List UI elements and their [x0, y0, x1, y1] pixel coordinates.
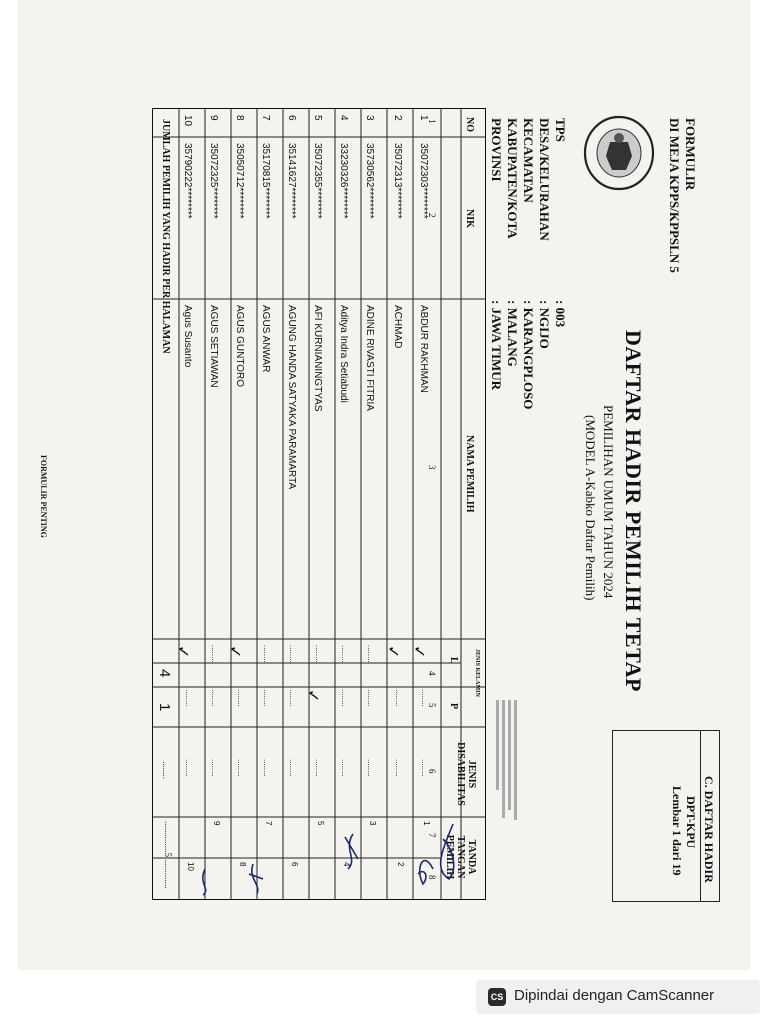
camscanner-text: Dipindai dengan CamScanner: [514, 987, 715, 1004]
row-9-disabilitas: ........: [210, 759, 219, 777]
row-2-no: 2: [392, 115, 403, 121]
row-10-nik: 35790222********: [182, 143, 193, 219]
document-title: DAFTAR HADIR PEMILIH TETAP: [621, 330, 646, 692]
label-kabupaten: KABUPATEN/KOTA: [505, 118, 520, 239]
header-l: L: [448, 657, 459, 664]
row-6-p: ........: [288, 689, 297, 707]
row-10-no: 10: [182, 115, 193, 127]
row-3-p: ........: [366, 689, 375, 707]
row-6-nama: AGUNG HANDA SATYAKA PARAMARTA: [286, 305, 297, 490]
total-label: JUMLAH PEMILIH YANG HADIR PER HALAMAN: [160, 119, 171, 354]
row-2-p: ........: [394, 689, 403, 707]
row-5-p: ✓: [304, 689, 321, 703]
total-ttd: ..............5..............: [163, 821, 173, 889]
camscanner-icon: CS: [488, 988, 506, 1006]
row-9-p: ........: [210, 689, 219, 707]
value-provinsi: : JAWA TIMUR: [489, 300, 504, 391]
row-7-no: 7: [260, 115, 271, 121]
value-kecamatan: : KARANGPLOSO: [521, 300, 536, 410]
row-3-disabilitas: ........: [366, 759, 375, 777]
row-10-nama: Agus Susanto: [182, 305, 193, 368]
colnum-8: 8: [427, 875, 437, 880]
label-desa: DESA/KELURAHAN: [537, 118, 552, 241]
row-3-nama: ADINE RIVASTI FITRIA: [364, 305, 375, 411]
row-4-sign-number: 4: [342, 862, 351, 867]
header-p: P: [448, 703, 459, 710]
attendance-table: [152, 108, 486, 900]
row-3-sign-number: 3: [368, 821, 377, 826]
row-1-sign-number: 1: [422, 821, 431, 826]
row-1-p: ........: [420, 689, 429, 707]
row-4-disabilitas: ........: [340, 759, 349, 777]
row-3-l: ........: [366, 645, 375, 663]
value-tps: : 003: [553, 300, 568, 328]
row-2-l: ✓: [384, 645, 401, 659]
table-grid: [153, 109, 485, 899]
header-nik: NIK: [464, 209, 475, 228]
colnum-1: 1: [427, 119, 437, 124]
row-8-l: ✓: [226, 645, 243, 659]
row-9-nik: 35072325********: [208, 143, 219, 219]
document-model: (MODEL A-Kabko Daftar Pemilih): [583, 415, 598, 601]
header-disabilitas: JENIS DISABILITAS: [455, 742, 477, 806]
row-5-no: 5: [312, 115, 323, 121]
row-4-nik: 33230326********: [338, 143, 349, 219]
row-10-disabilitas: ........: [184, 759, 193, 777]
corner-sheet: Lembar 1 dari 19: [670, 786, 684, 876]
corner-subtitle: DPT-KPU: [684, 796, 698, 849]
row-1-nik: 35072303********: [418, 143, 429, 219]
value-desa: : NGIJO: [537, 300, 552, 349]
row-1-no: 1: [418, 115, 429, 121]
row-6-nik: 35141627********: [286, 143, 297, 219]
row-9-sign-number: 9: [212, 821, 221, 826]
row-7-nik: 35170815********: [260, 143, 271, 219]
row-7-nama: AGUS ANWAR: [260, 305, 271, 373]
row-4-no: 4: [338, 115, 349, 121]
row-2-disabilitas: ........: [394, 759, 403, 777]
form-label: FORMULIR: [683, 118, 698, 191]
colnum-4: 4: [427, 671, 437, 676]
header-nama: NAMA PEMILIH: [464, 435, 475, 513]
row-7-disabilitas: ........: [262, 759, 271, 777]
header-jk: JENIS KELAMIN: [474, 649, 480, 697]
document-subtitle: PEMILIHAN UMUM TAHUN 2024: [601, 405, 616, 599]
row-2-nik: 35072313********: [392, 143, 403, 219]
row-2-sign-number: 2: [396, 862, 405, 867]
row-10-sign-number: 10: [186, 862, 195, 871]
row-4-l: ........: [340, 645, 349, 663]
row-9-nama: AGUS SETIAWAN: [208, 305, 219, 388]
row-1-nama: ABDUR RAKHMAN: [418, 305, 429, 393]
row-9-l: ........: [210, 645, 219, 663]
row-9-no: 9: [208, 115, 219, 121]
row-7-l: ........: [262, 645, 271, 663]
row-6-sign-number: 6: [290, 862, 299, 867]
row-4-nama: Aditya Indra Setiabudi: [338, 305, 349, 403]
row-7-p: ........: [262, 689, 271, 707]
row-8-nama: AGUS GUNTORO: [234, 305, 245, 388]
row-5-sign-number: 5: [316, 821, 325, 826]
row-5-disabilitas: ........: [314, 759, 323, 777]
total-p: 1: [156, 703, 173, 712]
row-8-no: 8: [234, 115, 245, 121]
row-6-no: 6: [286, 115, 297, 121]
row-3-nik: 35730562********: [364, 143, 375, 219]
row-8-nik: 35050712********: [234, 143, 245, 219]
row-1-l: ✓: [410, 645, 427, 659]
label-kecamatan: KECAMATAN: [521, 118, 536, 203]
row-2-nama: ACHMAD: [392, 305, 403, 349]
total-l: 4: [156, 669, 173, 678]
colnum-5: 5: [427, 703, 437, 708]
colnum-7: 7: [427, 833, 437, 838]
row-6-l: ........: [288, 645, 297, 663]
row-10-l: ✓: [174, 645, 191, 659]
row-7-sign-number: 7: [264, 821, 273, 826]
label-provinsi: PROVINSI: [489, 118, 504, 182]
colnum-2: 2: [427, 213, 437, 218]
kpu-emblem: [580, 112, 658, 194]
total-disabilitas: ........: [161, 761, 171, 779]
form-desk: DI MEJA KPPS/KPPSLN 5: [667, 118, 682, 273]
row-8-sign-number: 8: [238, 862, 247, 867]
header-ttd: TANDA TANGAN PEMILIH: [444, 834, 477, 880]
row-5-l: ........: [314, 645, 323, 663]
row-5-nama: AFI KURNIANINGTYAS: [312, 305, 323, 412]
corner-title: C. DAFTAR HADIR: [702, 776, 716, 883]
footer-note: FORMULIR PENTING: [39, 455, 48, 538]
row-8-disabilitas: ........: [236, 759, 245, 777]
row-10-p: ........: [184, 689, 193, 707]
row-1-disabilitas: ........: [420, 759, 429, 777]
row-6-disabilitas: ........: [288, 759, 297, 777]
row-3-no: 3: [364, 115, 375, 121]
header-no: NO: [464, 117, 475, 132]
colnum-6: 6: [427, 769, 437, 774]
row-4-p: ........: [340, 689, 349, 707]
row-5-nik: 35072355********: [312, 143, 323, 219]
camscanner-badge: [476, 980, 760, 1014]
colnum-3: 3: [427, 465, 437, 470]
value-kabupaten: : MALANG: [505, 300, 520, 367]
row-8-p: ........: [236, 689, 245, 707]
label-tps: TPS: [553, 118, 568, 142]
